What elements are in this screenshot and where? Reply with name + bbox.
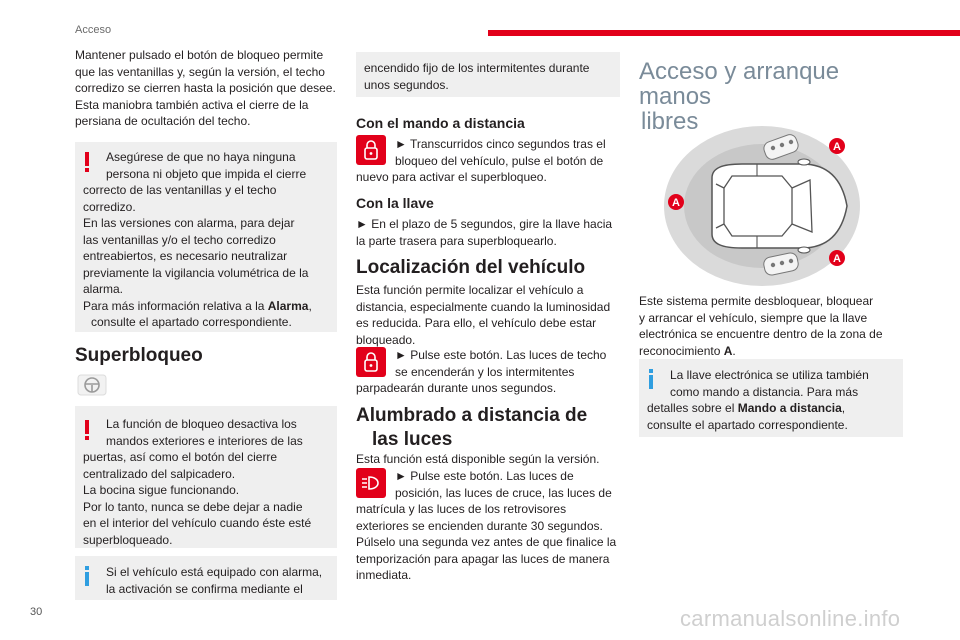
warning-box-ventanillas: Asegúrese de que no haya ninguna persona ni objeto que impida el cierre correcto de las ventanillas y el techo corredizo. En las versiones con alarma, para dejar las ventanillas y/o el techo corredizo entreabiertos, es necesario neutralizar previamente la vigilancia volumétrica de la alarma. Para más información relativa a la Alarma, consulte el apartado correspondiente. (75, 142, 337, 332)
keyless-zone-diagram (652, 118, 862, 288)
section-label: Acceso (75, 24, 112, 36)
svg-text:A: A (833, 253, 841, 265)
header-accent-bar (488, 30, 960, 36)
warning-icon (85, 152, 89, 172)
info-box-continuation: encendido fijo de los intermitentes durante unos segundos. (356, 52, 620, 97)
acceso-title: Acceso y arranque manos libres (639, 58, 840, 135)
zone-label-a-top (829, 138, 845, 154)
alumbrado-title: Alumbrado a distancia de las luces (356, 405, 588, 450)
car-top-view (712, 159, 847, 253)
info-box-llave: La llave electrónica se utiliza también como mando a distancia. Para más detalles sobre el Mando a distancia, consulte el apartado correspondiente. (639, 359, 903, 437)
svg-text:A: A (672, 197, 680, 209)
warning-icon (85, 420, 89, 440)
info-box-alarma: Si el vehículo está equipado con alarma, la activación se confirma mediante el (75, 556, 337, 600)
mando-distancia-title: Con el mando a distancia (356, 115, 525, 131)
info-icon (85, 566, 89, 586)
alumbrado-intro: Esta función está disponible según la versión. (356, 452, 600, 466)
llave-title: Con la llave (356, 195, 434, 211)
zone-label-a-bottom (829, 250, 845, 266)
acceso-paragraph: Este sistema permite desbloquear, bloquear y arrancar el vehículo, siempre que la llave electrónica se encuentre dentro de la zona de reconocimiento A. (639, 294, 883, 358)
warning-box-superbloqueo: La función de bloqueo desactiva los mandos exteriores e interiores de las puertas, así como el botón del cierre centralizado del salpicadero. La bocina sigue funcionando. Por lo tanto, nunca se debe dejar a nadie en el interior del vehículo cuando éste esté superbloqueado. (75, 406, 337, 548)
svg-text:A: A (833, 141, 841, 153)
alarma-reference: Alarma (267, 298, 309, 313)
localizacion-title: Localización del vehículo (356, 257, 586, 278)
zone-label-a-left (668, 194, 684, 210)
localizacion-paragraph: Esta función permite localizar el vehículo a distancia, especialmente cuando la luminosidad es reducida. Para ello, el vehículo debe estar bloqueado. (356, 283, 611, 347)
page-number: 30 (30, 606, 43, 618)
llave-paragraph: ► En el plazo de 5 segundos, gire la llave hacia la parte trasera para superbloquearlo. (356, 217, 613, 248)
localizacion-step: ► Pulse este botón. Las luces de techo se encenderán y los intermitentes parpadearán durante unos segundos. (356, 348, 607, 395)
alumbrado-step: ► Pulse este botón. Las luces de posición, las luces de cruce, las luces de matrícula y las luces de los retrovisores exteriores se encienden durante 30 segundos. Púlselo una segunda vez antes de que finalice la temporización para apagar las luces de manera inmediata. (356, 469, 617, 582)
superbloqueo-title: Superbloqueo (75, 345, 203, 366)
mando-distancia-reference: Mando a distancia (737, 401, 842, 415)
intro-paragraph: Mantener pulsado el botón de bloqueo permite que las ventanillas y, según la versión, el techo corredizo se cierren hasta la posición que desee. Esta maniobra también activa el cierre de la persiana de ocultación del techo. (75, 48, 336, 128)
watermark: carmanualsonline.info (680, 606, 901, 631)
steering-wheel-icon (77, 374, 107, 396)
mando-paragraph: ► Transcurridos cinco segundos tras el bloqueo del vehículo, pulse el botón de nuevo para activar el superbloqueo. (356, 137, 606, 184)
info-icon (649, 369, 653, 389)
